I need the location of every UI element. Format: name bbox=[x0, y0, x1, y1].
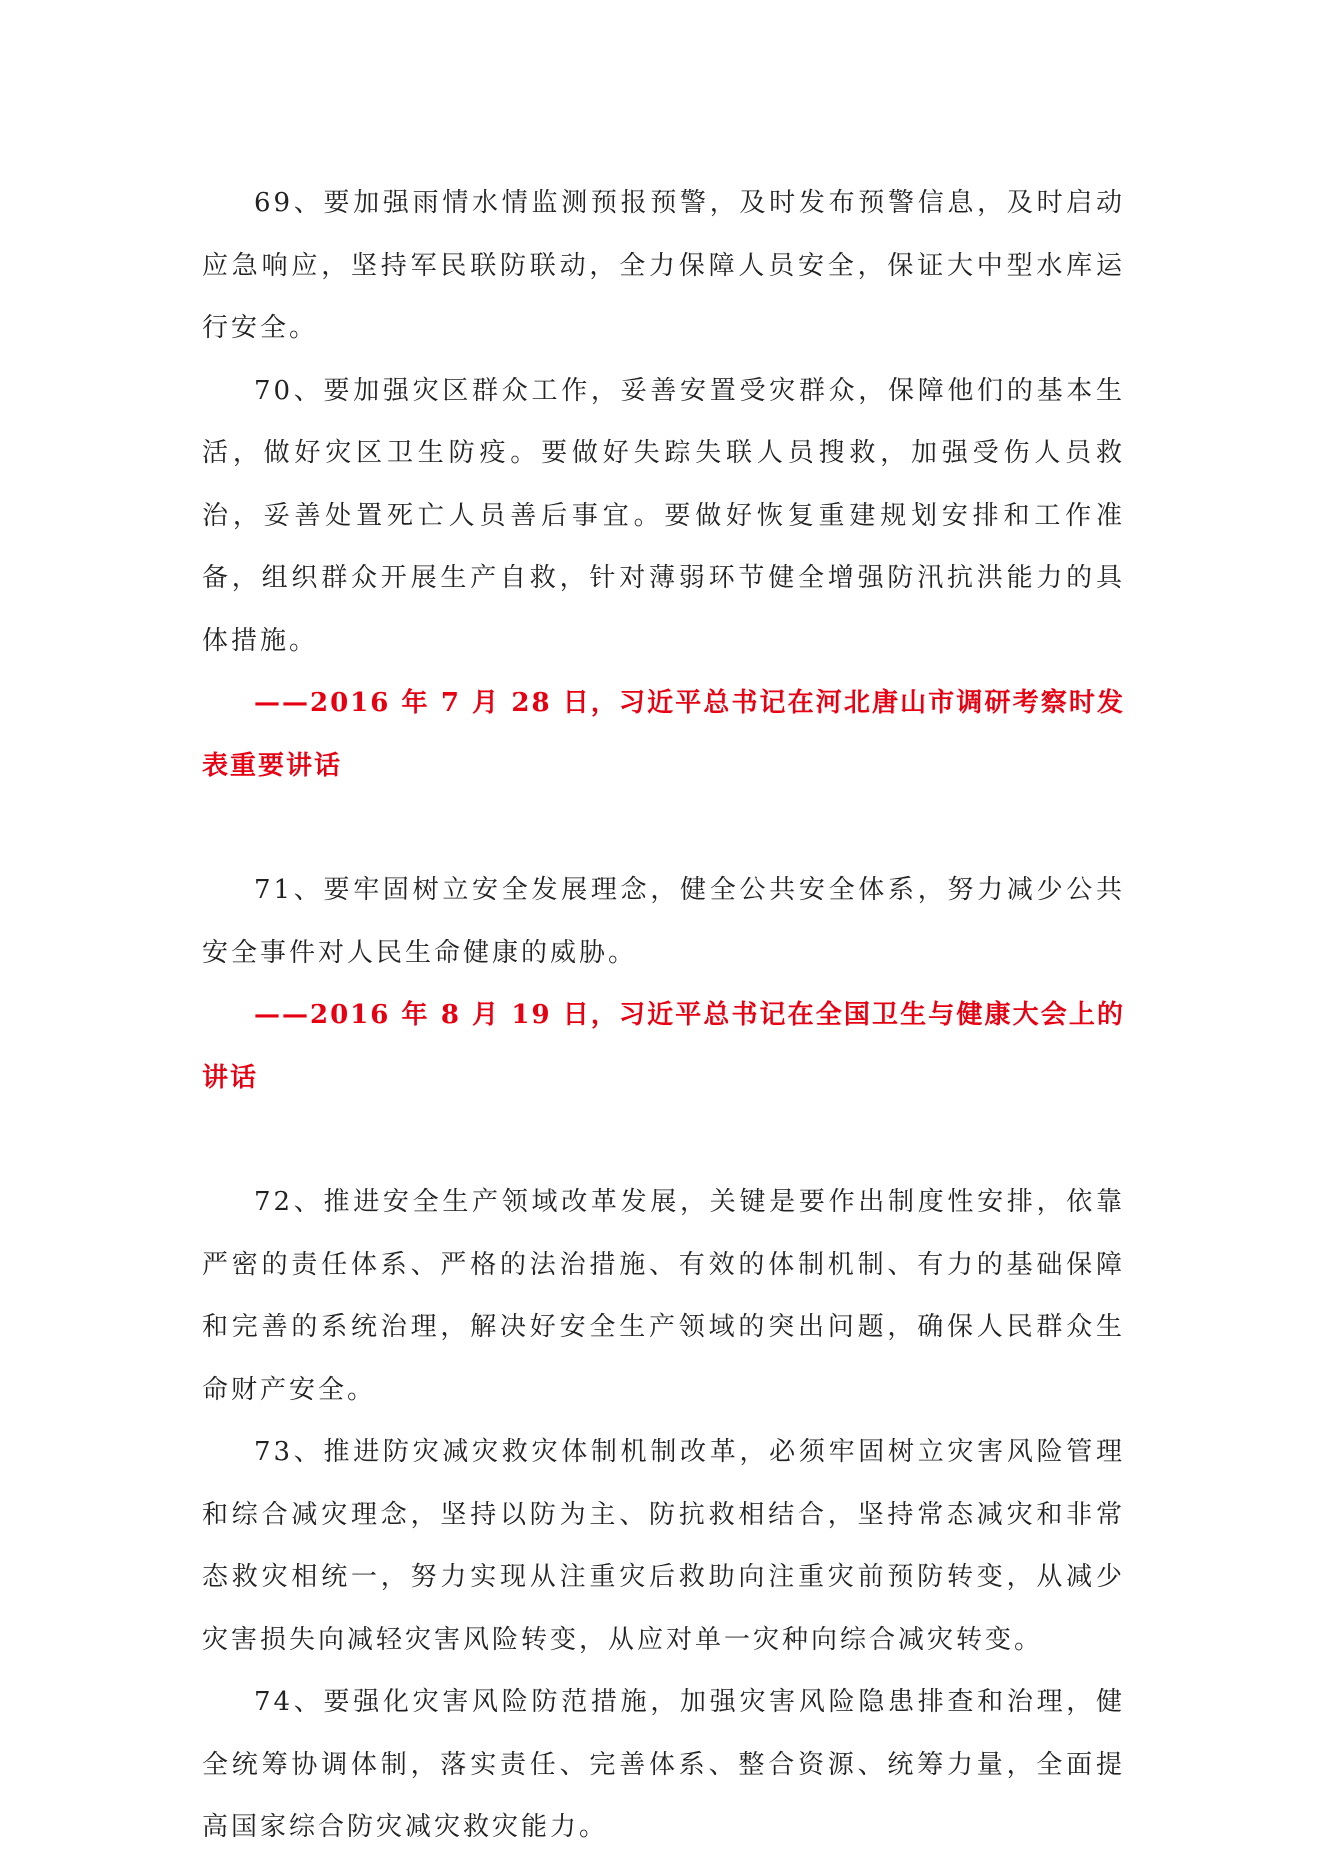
paragraph-72: 72、推进安全生产领域改革发展，关键是要作出制度性安排，依靠严密的责任体系、严格的法治措施、有效的体制机制、有力的基础保障和完善的系统治理，解决好安全生产领域的突出问题，确保人民群众生命财产安全。 bbox=[202, 1187, 1125, 1405]
paragraph-74: 74、要强化灾害风险防范措施，加强灾害风险隐患排查和治理，健全统筹协调体制，落实责任、完善体系、整合资源、统筹力量，全面提高国家综合防灾减灾救灾能力。 bbox=[202, 1687, 1125, 1842]
document-body bbox=[202, 172, 1125, 1859]
paragraph-73: 73、推进防灾减灾救灾体制机制改革，必须牢固树立灾害风险管理和综合减灾理念，坚持以防为主、防抗救相结合，坚持常态减灾和非常态救灾相统一，努力实现从注重灾后救助向注重灾前预防转变，从减少灾害损失向减轻灾害风险转变，从应对单一灾种向综合减灾转变。 bbox=[202, 1437, 1125, 1655]
paragraph-70: 70、要加强灾区群众工作，妥善安置受灾群众，保障他们的基本生活，做好灾区卫生防疫。要做好失踪失联人员搜救，加强受伤人员救治，妥善处置死亡人员善后事宜。要做好恢复重建规划安排和工作准备，组织群众开展生产自救，针对薄弱环节健全增强防汛抗洪能力的具体措施。 bbox=[202, 375, 1125, 656]
paragraph-69: 69、要加强雨情水情监测预报预警，及时发布预警信息，及时启动应急响应，坚持军民联防联动，全力保障人员安全，保证大中型水库运行安全。 bbox=[202, 188, 1125, 343]
section-gap bbox=[202, 1109, 1125, 1171]
paragraph-71: 71、要牢固树立安全发展理念，健全公共安全体系，努力减少公共安全事件对人民生命健康的威胁。 bbox=[202, 875, 1125, 968]
section-gap bbox=[202, 797, 1125, 859]
source-citation-2: ——2016 年 8 月 19 日，习近平总书记在全国卫生与健康大会上的讲话 bbox=[202, 1000, 1125, 1093]
source-citation-1: ——2016 年 7 月 28 日，习近平总书记在河北唐山市调研考察时发表重要讲话 bbox=[202, 688, 1125, 781]
